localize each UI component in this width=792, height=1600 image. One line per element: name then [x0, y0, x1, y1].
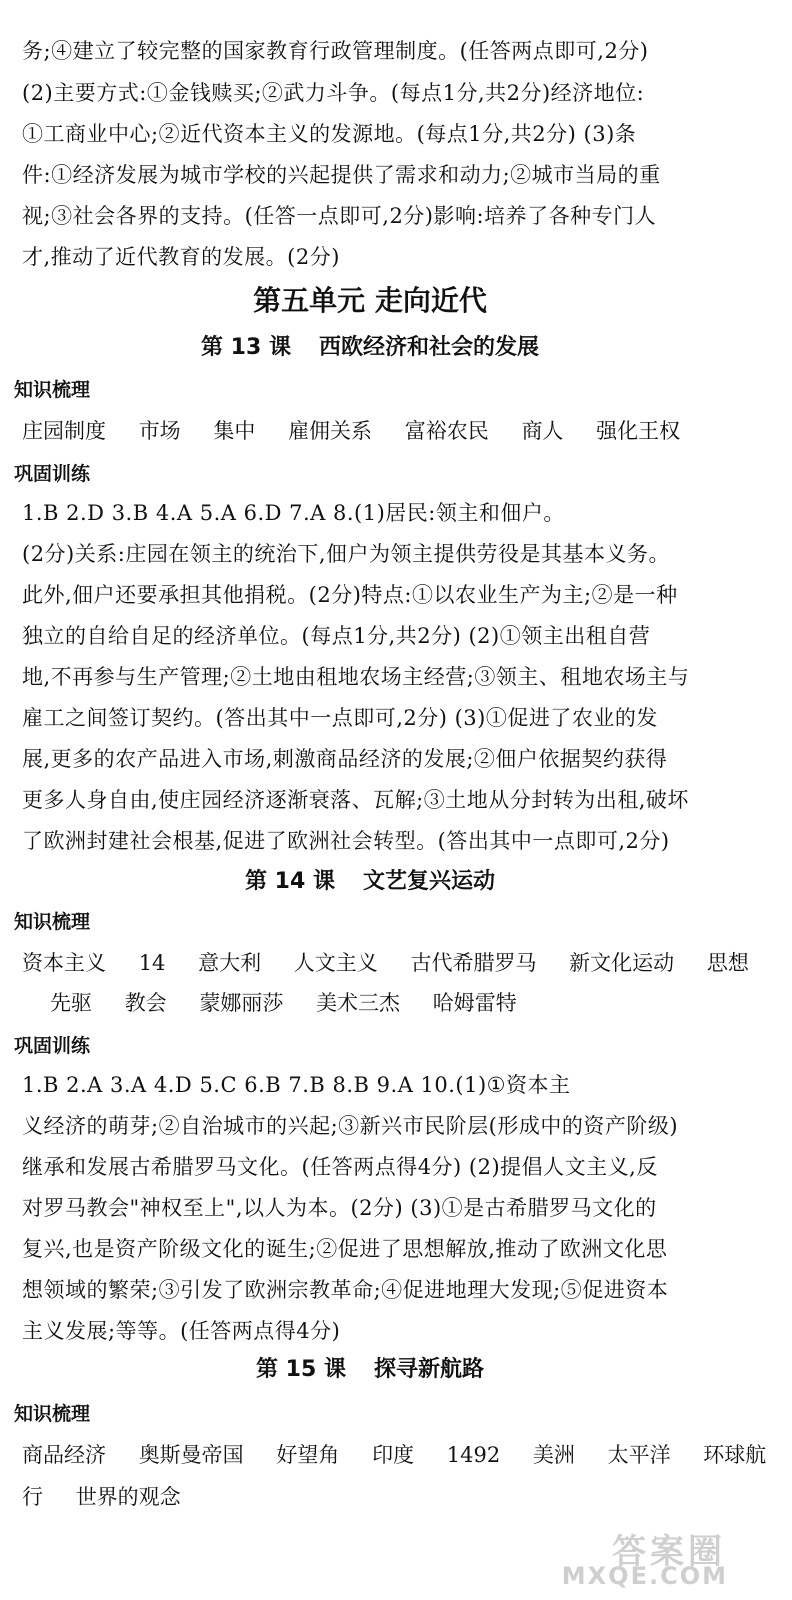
- keyword: 美洲: [532, 1443, 575, 1467]
- intro-line: 视;③社会各界的支持。(任答一点即可,2分)影响:培养了各种专门人: [22, 204, 657, 228]
- keyword: 思想: [706, 951, 749, 975]
- keyword: 蒙娜丽莎: [199, 991, 284, 1015]
- answer-line: 1.B 2.D 3.B 4.A 5.A 6.D 7.A 8.(1)居民:领主和佃户。: [22, 501, 565, 525]
- lesson-title: 探寻新航路: [373, 1357, 484, 1382]
- intro-line: ①工商业中心;②近代资本主义的发源地。(每点1分,共2分) (3)条: [22, 122, 637, 146]
- lesson-14-heading: [0, 868, 740, 896]
- keyword-list: [22, 1442, 792, 1468]
- answer-line: 此外,佃户还要承担其他捐税。(2分)特点:①以农业生产为主;②是一种: [22, 583, 678, 607]
- keyword: 商品经济: [22, 1443, 106, 1467]
- keyword: 14: [138, 951, 166, 975]
- section-knowledge: 知识梳理: [14, 379, 91, 401]
- keyword: 行: [22, 1485, 43, 1509]
- answer-line: (2分)关系:庄园在领主的统治下,佃户为领主提供劳役是其基本义务。: [22, 542, 670, 566]
- intro-line: 件:①经济发展为城市学校的兴起提供了需求和动力;②城市当局的重: [22, 163, 661, 187]
- keyword: 先驱: [50, 991, 92, 1015]
- answer-line: 对罗马教会"神权至上",以人为本。(2分) (3)①是古希腊罗马文化的: [22, 1196, 657, 1220]
- keyword: 太平洋: [607, 1443, 671, 1467]
- lesson-number: 第 15 课: [256, 1357, 346, 1382]
- answer-line: 复兴,也是资产阶级文化的诞生;②促进了思想解放,推动了欧洲文化思: [22, 1237, 668, 1261]
- watermark-url: MXQE.COM: [561, 1562, 728, 1590]
- intro-line: 才,推动了近代教育的发展。(2分): [22, 245, 340, 269]
- section-knowledge: 知识梳理: [14, 1403, 91, 1425]
- unit-title: 第五单元 走向近代: [253, 284, 487, 317]
- intro-line: 务;④建立了较完整的国家教育行政管理制度。(任答两点即可,2分): [22, 39, 649, 63]
- watermark-logo: [561, 1522, 734, 1592]
- keyword: 商人: [521, 419, 564, 443]
- keyword: 奥斯曼帝国: [138, 1443, 244, 1467]
- keyword: 强化王权: [596, 419, 681, 443]
- keyword-list: [22, 1484, 207, 1510]
- keyword: 人文主义: [293, 951, 378, 975]
- answer-line: 了欧洲封建社会根基,促进了欧洲社会转型。(答出其中一点即可,2分): [22, 829, 670, 853]
- intro-line: (2)主要方式:①金钱赎买;②武力斗争。(每点1分,共2分)经济地位:: [22, 81, 645, 105]
- keyword: 世界的观念: [75, 1485, 181, 1509]
- keyword: 雇佣关系: [288, 419, 373, 443]
- answer-line: 想领域的繁荣;③引发了欧洲宗教革命;④促进地理大发现;⑤促进资本: [22, 1278, 669, 1302]
- answer-line: 继承和发展古希腊罗马文化。(任答两点得4分) (2)提倡人文主义,反: [22, 1155, 658, 1179]
- lesson-15-heading: [0, 1356, 740, 1384]
- lesson-number: 第 13 课: [201, 335, 291, 360]
- section-practice: 巩固训练: [14, 1035, 91, 1057]
- section-knowledge: 知识梳理: [14, 911, 91, 933]
- keyword-list: [22, 418, 706, 444]
- keyword: 好望角: [276, 1443, 340, 1467]
- keyword-list: [22, 950, 775, 976]
- keyword: 市场: [138, 419, 181, 443]
- answer-line: 1.B 2.A 3.A 4.D 5.C 6.B 7.B 8.B 9.A 10.(1)①资本主: [22, 1073, 571, 1097]
- keyword: 新文化运动: [569, 951, 675, 975]
- section-practice: 巩固训练: [14, 463, 91, 485]
- keyword: 庄园制度: [22, 419, 106, 443]
- keyword: 1492: [446, 1443, 501, 1467]
- answer-line: 独立的自给自足的经济单位。(每点1分,共2分) (2)①领主出租自营: [22, 624, 651, 648]
- answer-line: 义经济的萌芽;②自治城市的兴起;③新兴市民阶层(形成中的资产阶级): [22, 1114, 679, 1138]
- lesson-title: 文艺复兴运动: [362, 869, 495, 894]
- keyword: 资本主义: [22, 951, 106, 975]
- keyword: 环球航: [703, 1443, 767, 1467]
- keyword: 哈姆雷特: [432, 991, 517, 1015]
- keyword-list: [50, 990, 543, 1016]
- keyword: 集中: [213, 419, 256, 443]
- watermark-text: 答案圈: [612, 1532, 726, 1572]
- answer-line: 雇工之间签订契约。(答出其中一点即可,2分) (3)①促进了农业的发: [22, 706, 658, 730]
- keyword: 美术三杰: [316, 991, 401, 1015]
- lesson-title: 西欧经济和社会的发展: [318, 335, 539, 360]
- keyword: 古代希腊罗马: [410, 951, 537, 975]
- lesson-number: 第 14 课: [245, 869, 335, 894]
- answer-line: 更多人身自由,使庄园经济逐渐衰落、瓦解;③土地从分封转为出租,破坏: [22, 788, 689, 812]
- keyword: 教会: [124, 991, 167, 1015]
- keyword: 印度: [372, 1443, 415, 1467]
- lesson-13-heading: [0, 334, 740, 362]
- keyword: 意大利: [198, 951, 262, 975]
- keyword: 富裕农民: [404, 419, 489, 443]
- answer-line: 主义发展;等等。(任答两点得4分): [22, 1319, 341, 1343]
- answer-line: 展,更多的农产品进入市场,刺激商品经济的发展;②佃户依据契约获得: [22, 747, 668, 771]
- answer-line: 地,不再参与生产管理;②土地由租地农场主经营;③领主、租地农场主与: [22, 665, 690, 689]
